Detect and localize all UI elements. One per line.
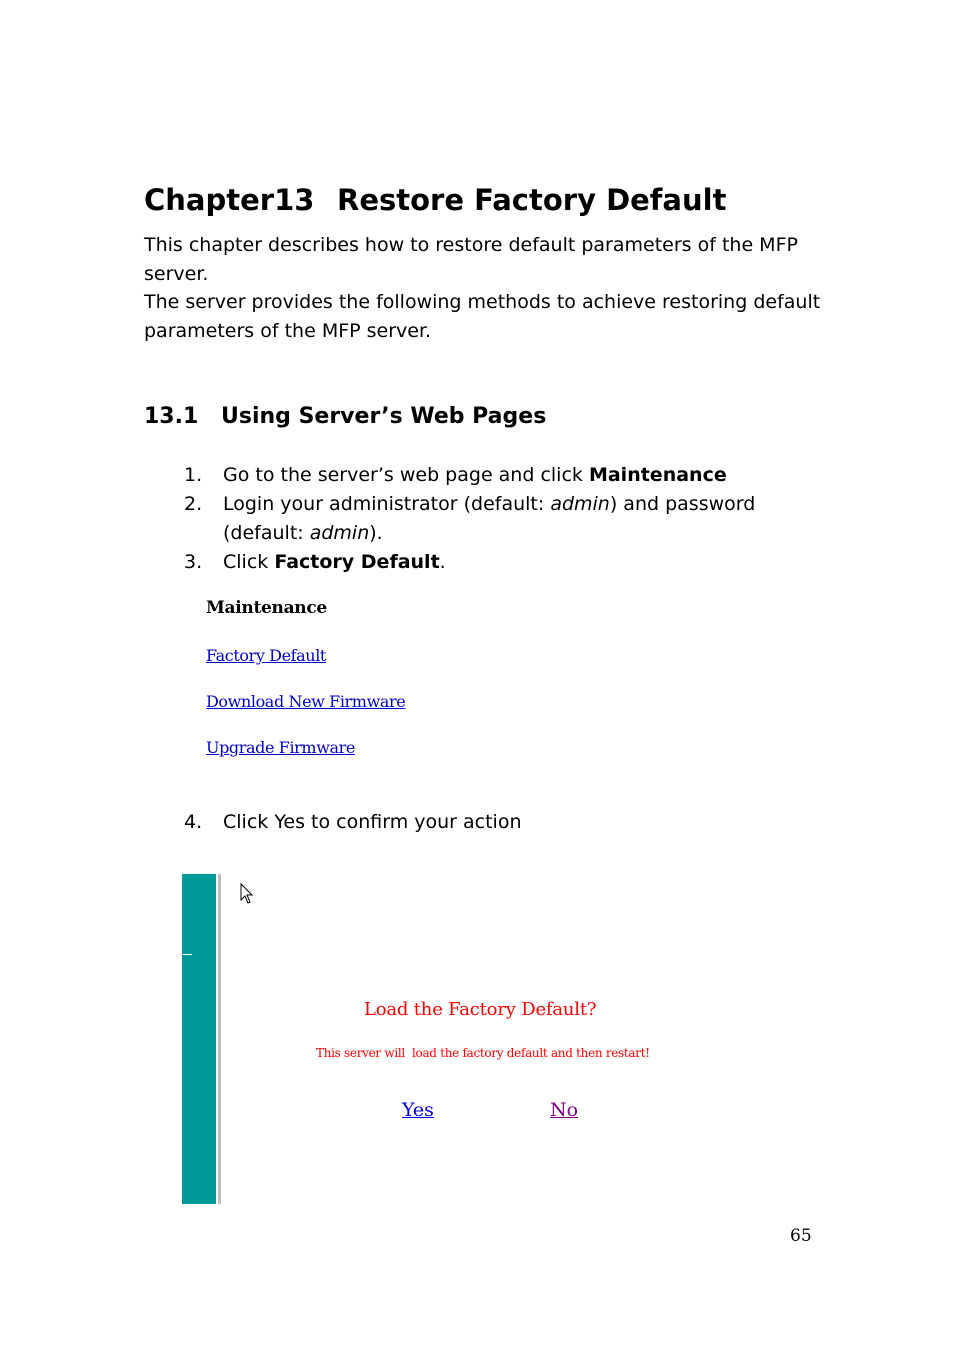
step-2: [184, 490, 755, 519]
sidebar-tick: [182, 954, 192, 955]
chapter-number: Chapter13: [144, 183, 315, 217]
step-text: (default:: [223, 522, 310, 544]
step-text: ) and password: [609, 493, 756, 515]
step-3: [184, 548, 446, 577]
step-text: Click Yes to confirm your action: [223, 811, 522, 833]
step-emphasis: Factory Default: [274, 551, 440, 573]
chapter-title: [144, 183, 726, 217]
maintenance-heading: Maintenance: [206, 598, 327, 618]
step-number: 2.: [184, 493, 203, 515]
step-number: 4.: [184, 811, 203, 833]
step-emphasis: Maintenance: [588, 464, 727, 486]
download-new-firmware-link[interactable]: Download New Firmware: [206, 692, 406, 711]
yes-link[interactable]: Yes: [402, 1099, 434, 1121]
upgrade-firmware-link[interactable]: Upgrade Firmware: [206, 738, 355, 757]
step-italic: admin: [309, 522, 370, 544]
no-link[interactable]: No: [550, 1099, 579, 1121]
step-text: Login your administrator (default:: [223, 493, 551, 515]
section-name: Using Server’s Web Pages: [221, 404, 547, 429]
intro-paragraph-1: This chapter describes how to restore default parameters of the MFP server.: [144, 234, 798, 285]
step-text: ).: [369, 522, 383, 544]
mouse-cursor-icon: [240, 883, 254, 905]
chapter-name: Restore Factory Default: [337, 183, 727, 217]
step-text: .: [439, 551, 446, 573]
intro-paragraph-2: The server provides the following methods to achieve restoring default parameters of the MFP server.: [144, 291, 821, 342]
step-number: 1.: [184, 464, 203, 486]
sidebar-divider: [218, 874, 221, 1204]
step-text: Click: [223, 551, 275, 573]
step-4: [184, 808, 522, 837]
section-title: [144, 404, 546, 429]
step-2-continuation: [223, 519, 383, 548]
step-number: 3.: [184, 551, 203, 573]
step-text: Go to the server’s web page and click: [223, 464, 589, 486]
page-number: 65: [790, 1226, 812, 1246]
section-number: 13.1: [144, 404, 199, 429]
step-italic: admin: [550, 493, 610, 515]
factory-default-link[interactable]: Factory Default: [206, 646, 326, 665]
confirm-message: This server will load the factory default and then restart!: [316, 1046, 650, 1060]
step-1: [184, 461, 727, 490]
sidebar-bar: [182, 874, 216, 1204]
confirm-title: Load the Factory Default?: [364, 999, 597, 1020]
